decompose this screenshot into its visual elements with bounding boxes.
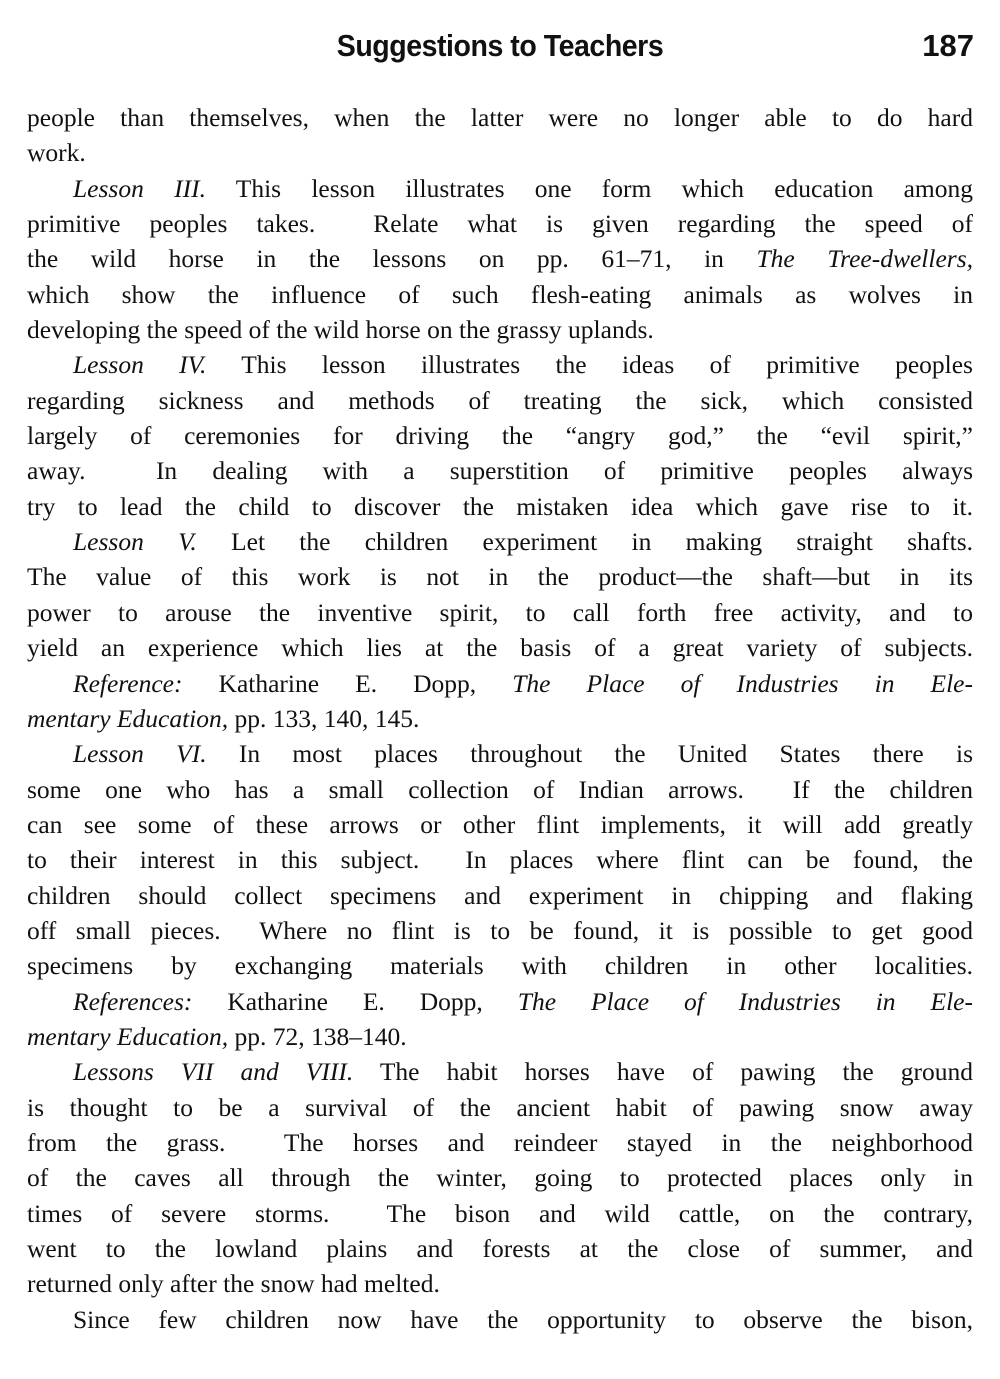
- italic-text: Reference:: [73, 668, 183, 698]
- italic-text: The Place of Industries in Ele-: [517, 986, 973, 1016]
- italic-text: Lesson V.: [73, 527, 197, 557]
- text-line: [27, 913, 973, 948]
- text-segment: Let the children experiment in making straight shafts.: [196, 527, 973, 557]
- text-segment: can see some of these arrows or other flint implements, it will add greatly: [27, 809, 973, 839]
- text-segment: This lesson illustrates one form which education among: [205, 173, 973, 203]
- italic-text: mentary Education,: [27, 1021, 229, 1051]
- text-segment: times of severe storms. The bison and wild cattle, on the contrary,: [27, 1198, 973, 1228]
- text-line: [27, 630, 973, 665]
- text-segment: pp. 72, 138–140.: [228, 1021, 407, 1051]
- text-line: [27, 559, 973, 594]
- text-line: [27, 807, 973, 842]
- text-segment: returned only after the snow had melted.: [27, 1269, 440, 1299]
- text-line: [27, 418, 973, 453]
- text-line: [27, 1054, 973, 1089]
- text-line: [27, 171, 973, 206]
- text-segment: the wild horse in the lessons on pp. 61–71, in: [27, 244, 757, 274]
- text-segment: children should collect specimens and experiment in chipping and flaking: [27, 880, 973, 910]
- text-line: [27, 736, 973, 771]
- body-text: [27, 100, 973, 1337]
- text-segment: This lesson illustrates the ideas of primitive peoples: [206, 350, 973, 380]
- text-line: [27, 948, 973, 983]
- text-line: [27, 701, 973, 736]
- text-line: [27, 1302, 973, 1337]
- text-segment: Katharine E. Dopp,: [192, 986, 518, 1016]
- text-segment: pp. 133, 140, 145.: [228, 703, 420, 733]
- text-line: [27, 524, 973, 559]
- text-line: [27, 772, 973, 807]
- text-segment: some one who has a small collection of Indian arrows. If the children: [27, 774, 973, 804]
- text-line: [27, 1019, 973, 1054]
- text-line: [27, 1196, 973, 1231]
- text-line: [27, 666, 973, 701]
- text-segment: Since few children now have the opportunity to observe the bison,: [73, 1304, 973, 1334]
- italic-text: mentary Education,: [27, 703, 229, 733]
- italic-text: The Tree-dwellers,: [756, 244, 973, 274]
- text-segment: is thought to be a survival of the ancient habit of pawing snow away: [27, 1092, 973, 1122]
- text-segment: regarding sickness and methods of treating the sick, which consisted: [27, 385, 973, 415]
- text-segment: specimens by exchanging materials with children in other localities.: [27, 951, 973, 981]
- page-number: 187: [922, 28, 974, 63]
- text-line: [27, 100, 973, 135]
- text-segment: work.: [27, 138, 86, 168]
- italic-text: Lesson VI.: [73, 739, 207, 769]
- text-line: [27, 1231, 973, 1266]
- text-segment: people than themselves, when the latter were no longer able to do hard: [27, 103, 973, 132]
- text-line: [27, 206, 973, 241]
- text-line: [27, 984, 973, 1019]
- text-segment: try to lead the child to discover the mistaken idea which gave rise to it.: [27, 491, 973, 521]
- text-line: [27, 1266, 973, 1301]
- text-segment: which show the influence of such flesh-eating animals as wolves in: [27, 279, 973, 309]
- italic-text: Lessons VII and VIII.: [73, 1057, 354, 1087]
- text-segment: to their interest in this subject. In places where flint can be found, the: [27, 845, 973, 875]
- text-segment: developing the speed of the wild horse on the grassy uplands.: [27, 315, 654, 345]
- text-line: [27, 383, 973, 418]
- text-line: [27, 347, 973, 382]
- page-title: Suggestions to Teachers: [336, 28, 664, 63]
- text-segment: primitive peoples takes. Relate what is given regarding the speed of: [27, 209, 973, 239]
- text-line: [27, 842, 973, 877]
- text-segment: The habit horses have of pawing the ground: [353, 1057, 973, 1087]
- running-header: [0, 28, 1000, 72]
- text-segment: The value of this work is not in the product—the shaft—but in its: [27, 562, 973, 592]
- text-segment: from the grass. The horses and reindeer stayed in the neighborhood: [27, 1127, 973, 1157]
- text-segment: away. In dealing with a superstition of primitive peoples always: [27, 456, 973, 486]
- text-segment: power to arouse the inventive spirit, to call forth free activity, and to: [27, 597, 973, 627]
- text-segment: Katharine E. Dopp,: [182, 668, 513, 698]
- text-line: [27, 595, 973, 630]
- italic-text: References:: [73, 986, 193, 1016]
- text-line: [27, 1090, 973, 1125]
- text-line: [27, 135, 973, 170]
- text-line: [27, 1160, 973, 1195]
- italic-text: The Place of Industries in Ele-: [512, 668, 973, 698]
- text-segment: In most places throughout the United States there is: [206, 739, 973, 769]
- text-line: [27, 489, 973, 524]
- text-line: [27, 277, 973, 312]
- text-segment: yield an experience which lies at the basis of a great variety of subjects.: [27, 633, 973, 663]
- text-line: [27, 453, 973, 488]
- text-line: [27, 312, 973, 347]
- italic-text: Lesson III.: [73, 173, 206, 203]
- text-segment: of the caves all through the winter, going to protected places only in: [27, 1163, 973, 1193]
- text-segment: off small pieces. Where no flint is to be found, it is possible to get good: [27, 915, 973, 945]
- text-line: [27, 241, 973, 276]
- text-line: [27, 1125, 973, 1160]
- text-line: [27, 878, 973, 913]
- italic-text: Lesson IV.: [73, 350, 207, 380]
- text-segment: went to the lowland plains and forests at the close of summer, and: [27, 1234, 973, 1263]
- text-segment: largely of ceremonies for driving the “angry god,” the “evil spirit,”: [27, 421, 973, 451]
